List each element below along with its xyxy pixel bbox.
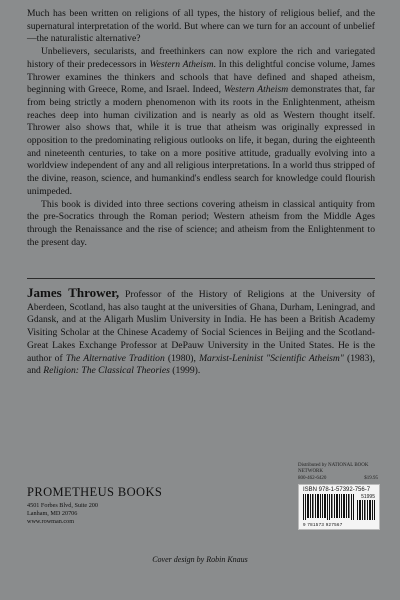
price-code: 51995: [361, 494, 375, 500]
distributor-phone: 800-462-6420: [298, 475, 327, 481]
cover-credit: Cover design by Robin Knaus: [152, 555, 248, 564]
publisher-website: www.rowman.com: [27, 518, 75, 525]
price: $19.95: [364, 475, 378, 481]
barcode-digits: 9 781573 927567: [303, 522, 343, 527]
book-title: Marxist-Leninist "Scientific Atheism": [199, 352, 344, 364]
author-name: James Thrower,: [27, 285, 120, 300]
book-title: The Alternative Tradition: [65, 352, 165, 364]
isbn-label: ISBN 978-1-57392-756-7: [303, 487, 371, 493]
book-title: Religion: The Classical Theories: [43, 365, 170, 377]
price-barcode-icon: [357, 500, 375, 520]
barcode: [298, 484, 380, 530]
publisher-address-line-1: 4501 Forbes Blvd, Suite 200: [27, 502, 98, 509]
publisher-address-line-2: Lanham, MD 20706: [27, 510, 78, 517]
distributor-line: Distributed by NATIONAL BOOK NETWORK: [298, 463, 369, 475]
publisher-name: PROMETHEUS BOOKS: [27, 485, 163, 499]
description-paragraph-2: Unbelievers, secularists, and freethinkers can now explore the rich and variegated history of their predecessors in Western Atheism. In this delightful concise volume, James Thrower examines the thinkers and schools that have defined and shaped atheism, beginning with Greece, Rome, and Israel. Indeed, Western Atheism demonstrates that, far from being strictly a modern phenomenon with its roots in the Enlightenment, atheism reaches deep into human civilization and is nearly as old as Western thought itself. Thrower also shows that, while it is true that atheism was originally expressed in opposition to the predominating religious outlooks on life, it began, during the eighteenth and nineteenth centuries, to take on a more positive attitude, gradually evolving into a worldview independent of any and all religious interpretations. In a world thus stripped of the divine, reason, science, and humankind's endless search for knowledge could flourish unimpeded.: [27, 46, 375, 197]
description-paragraph-3: This book is divided into three sections covering atheism in classical antiquity from the pre-Socratics through the Roman period; Western atheism from the Middle Ages through the Renaissance and the rise of science; and atheism from the Enlightenment to the present day.: [27, 198, 375, 248]
barcode-bars-icon: [303, 494, 355, 520]
author-bio: James Thrower, Professor of the History of Religions at the University of Aberdeen, Scotland, has also taught at the universities of Ghana, Durham, Leningrad, and Gdansk, and at the Aligarh Muslim University in India. He has been a British Academy Visiting Scholar at the Chinese Academy of Social Sciences in Beijing and the Scotland-Great Lakes Exchange Professor at DePauw University in the United States. He is the author of The Alternative Tradition (1980), Marxist-Leninist "Scientific Atheism" (1983), and Religion: The Classical Theories (1999).: [27, 285, 375, 377]
divider: [27, 278, 375, 279]
book-description: [27, 8, 375, 249]
publisher-block: [27, 485, 197, 526]
distribution-info: [298, 463, 378, 482]
description-paragraph-1: Much has been written on religions of all types, the history of religious belief, and the supernatural interpretation of the world. But where can we turn for an account of unbelief—the naturalistic alternative?: [27, 8, 375, 45]
